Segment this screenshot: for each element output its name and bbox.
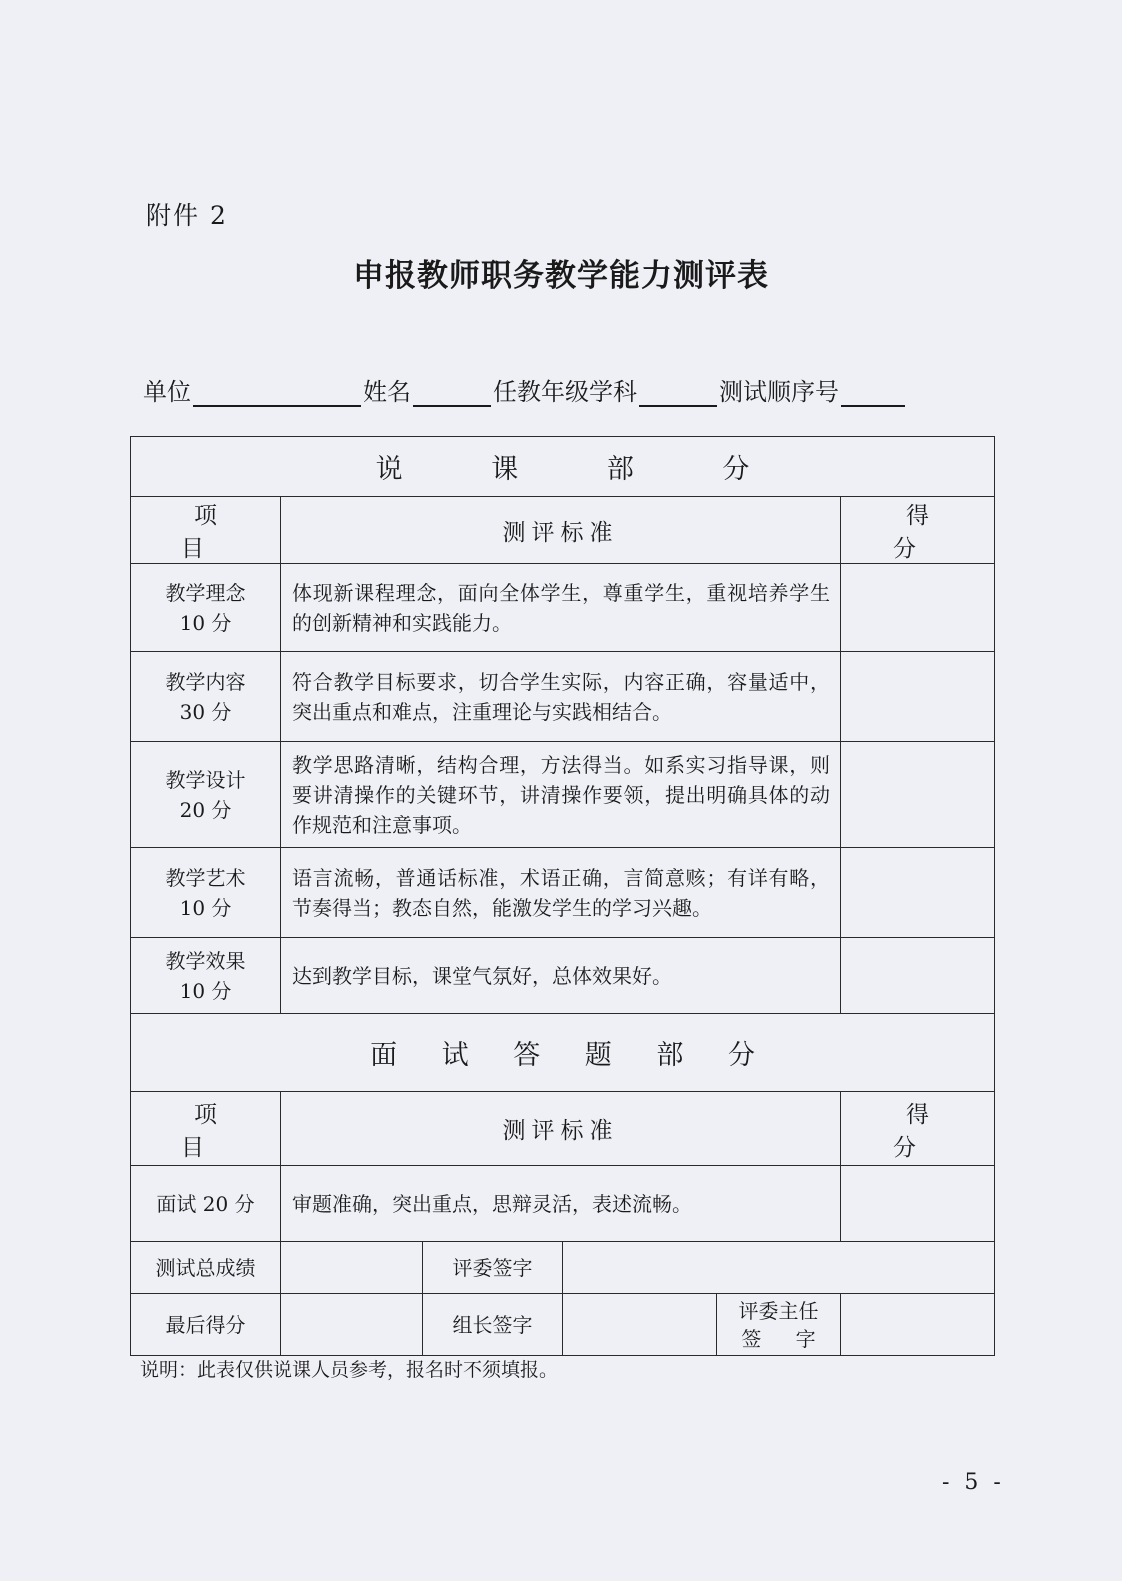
lecture-criteria: 语言流畅，普通话标准，术语正确，言简意赅；有详有略，节奏得当；教态自然，能激发学生的学习兴趣。 xyxy=(281,848,841,938)
lecture-score-cell[interactable] xyxy=(841,848,995,938)
lecture-criteria: 体现新课程理念，面向全体学生，尊重学生，重视培养学生的创新精神和实践能力。 xyxy=(281,564,841,652)
director-label-line1: 评委主任 xyxy=(738,1298,819,1323)
lecture-item-points: 30 分 xyxy=(179,699,232,724)
grade-subject-blank[interactable] xyxy=(639,379,717,407)
lecture-score-cell[interactable] xyxy=(841,564,995,652)
name-label: 姓名 xyxy=(363,378,411,406)
lecture-column-header-row xyxy=(131,497,995,564)
unit-blank[interactable] xyxy=(193,379,361,407)
lecture-col-criteria: 测评标准 xyxy=(281,497,841,564)
lecture-item-points: 10 分 xyxy=(179,610,232,635)
lecture-score-cell[interactable] xyxy=(841,938,995,1014)
page-title: 申报教师职务教学能力测评表 xyxy=(353,258,769,294)
lecture-item-name: 教学艺术 xyxy=(165,865,246,890)
lecture-item-cell xyxy=(131,848,281,938)
lecture-score-cell[interactable] xyxy=(841,742,995,848)
lecture-criteria: 达到教学目标，课堂气氛好，总体效果好。 xyxy=(281,938,841,1014)
lecture-item-points: 10 分 xyxy=(179,978,232,1003)
evaluation-table xyxy=(130,436,995,1356)
lecture-item-cell xyxy=(131,938,281,1014)
lecture-row xyxy=(131,652,995,742)
lecture-row xyxy=(131,938,995,1014)
leader-signature-label: 组长签字 xyxy=(423,1294,563,1356)
lecture-item-name: 教学效果 xyxy=(165,948,246,973)
lecture-item-cell xyxy=(131,652,281,742)
page-number: - 5 - xyxy=(942,1470,1005,1495)
interview-col-criteria: 测评标准 xyxy=(281,1092,841,1166)
lecture-section-heading: 说 课 部 分 xyxy=(131,437,995,497)
total-score-row xyxy=(131,1242,995,1294)
judge-signature-cell[interactable] xyxy=(563,1242,995,1294)
lecture-item-points: 10 分 xyxy=(179,895,232,920)
interview-row xyxy=(131,1166,995,1242)
unit-label: 单位 xyxy=(143,378,191,406)
leader-signature-cell[interactable] xyxy=(563,1294,717,1356)
director-signature-label xyxy=(717,1294,841,1356)
info-line xyxy=(143,372,907,407)
interview-criteria: 审题准确，突出重点，思辩灵活，表述流畅。 xyxy=(281,1166,841,1242)
interview-col-item: 项 目 xyxy=(131,1092,281,1166)
lecture-row xyxy=(131,564,995,652)
lecture-score-cell[interactable] xyxy=(841,652,995,742)
lecture-row xyxy=(131,742,995,848)
lecture-item-points: 20 分 xyxy=(179,797,232,822)
total-score-label: 测试总成绩 xyxy=(131,1242,281,1294)
interview-column-header-row xyxy=(131,1092,995,1166)
test-order-blank[interactable] xyxy=(841,379,905,407)
interview-item: 面试 20 分 xyxy=(131,1166,281,1242)
lecture-item-cell xyxy=(131,564,281,652)
attachment-label: 附件 2 xyxy=(146,201,228,230)
lecture-item-cell xyxy=(131,742,281,848)
lecture-item-name: 教学理念 xyxy=(165,580,246,605)
grade-subject-label: 任教年级学科 xyxy=(493,378,637,406)
final-score-cell[interactable] xyxy=(281,1294,423,1356)
total-score-cell[interactable] xyxy=(281,1242,423,1294)
director-signature-cell[interactable] xyxy=(841,1294,995,1356)
judge-signature-label: 评委签字 xyxy=(423,1242,563,1294)
interview-score-cell[interactable] xyxy=(841,1166,995,1242)
lecture-item-name: 教学设计 xyxy=(165,767,246,792)
lecture-row xyxy=(131,848,995,938)
footnote: 说明：此表仅供说课人员参考，报名时不须填报。 xyxy=(140,1359,559,1381)
lecture-criteria: 教学思路清晰，结构合理，方法得当。如系实习指导课，则要讲清操作的关键环节，讲清操作要领，提出明确具体的动作规范和注意事项。 xyxy=(281,742,841,848)
final-score-row xyxy=(131,1294,995,1356)
final-score-label: 最后得分 xyxy=(131,1294,281,1356)
lecture-item-name: 教学内容 xyxy=(165,669,246,694)
lecture-col-item: 项 目 xyxy=(131,497,281,564)
interview-col-score: 得 分 xyxy=(841,1092,995,1166)
lecture-section-header-row xyxy=(131,437,995,497)
lecture-col-score: 得 分 xyxy=(841,497,995,564)
lecture-criteria: 符合教学目标要求，切合学生实际，内容正确，容量适中，突出重点和难点，注重理论与实践相结合。 xyxy=(281,652,841,742)
interview-section-header-row xyxy=(131,1014,995,1092)
director-label-line2: 签 字 xyxy=(741,1326,830,1351)
name-blank[interactable] xyxy=(413,379,491,407)
test-order-label: 测试顺序号 xyxy=(719,378,839,406)
interview-section-heading: 面 试 答 题 部 分 xyxy=(131,1014,995,1092)
